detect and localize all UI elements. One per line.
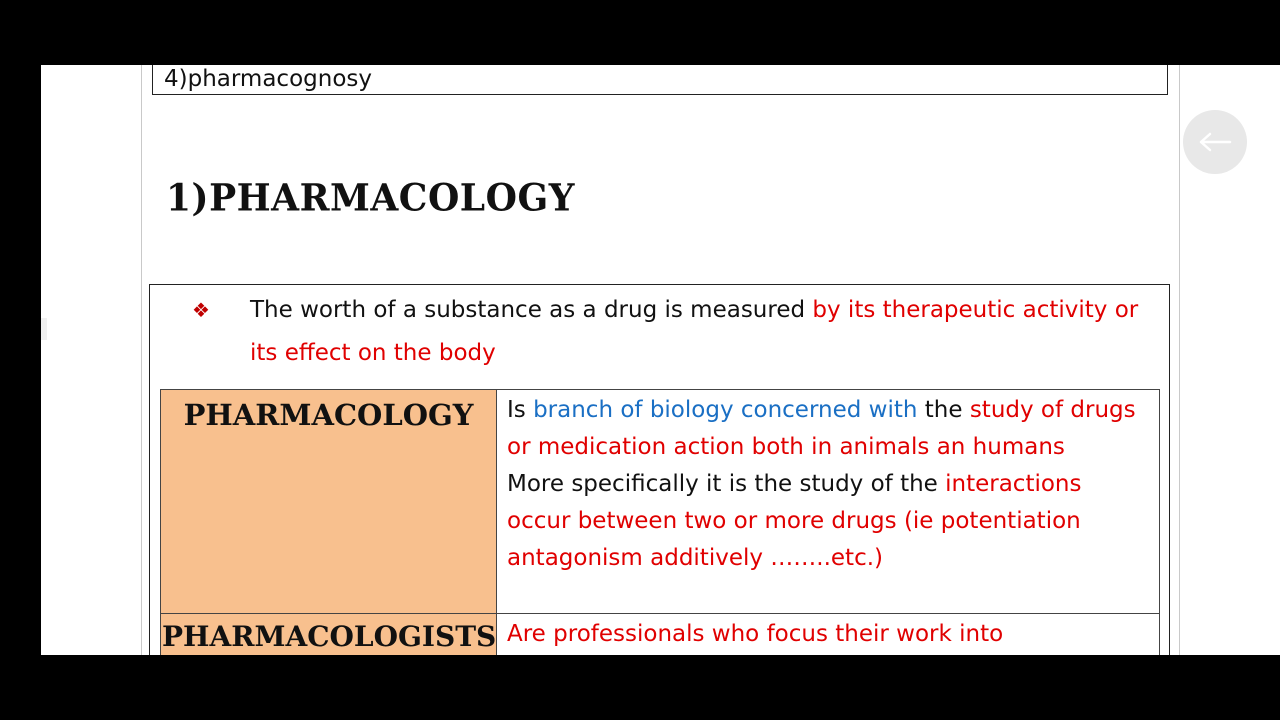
table-row bbox=[161, 390, 1160, 614]
definition-highlight-blue: branch of biology concerned with bbox=[533, 397, 918, 423]
section-heading: 1)PHARMACOLOGY bbox=[166, 175, 575, 221]
definition-highlight-red: study of drugs or medication action both in animals an humans bbox=[507, 397, 1136, 460]
back-button[interactable] bbox=[1183, 110, 1247, 174]
term-cell: PHARMACOLOGY bbox=[161, 390, 497, 614]
table-row bbox=[161, 614, 1160, 656]
content-box bbox=[149, 284, 1170, 655]
bullet-text-highlight: by its therapeutic activity or its effect on the body bbox=[250, 297, 1139, 366]
definition-paragraph: Is branch of biology concerned with the study of drugs or medication action both in animals an humans bbox=[507, 397, 1136, 460]
page-edge-marker bbox=[41, 318, 47, 340]
definition-paragraph: More specifically it is the study of the interactions occur between two or more drugs (ie potentiation antagonism additively ……..etc.) bbox=[507, 471, 1082, 571]
definition-cell bbox=[497, 390, 1160, 614]
bullet-text-plain: The worth of a substance as a drug is measured bbox=[250, 297, 813, 323]
previous-item-text: 4)pharmacognosy bbox=[164, 66, 372, 92]
document-viewer[interactable] bbox=[41, 65, 1280, 655]
arrow-left-icon bbox=[1198, 132, 1232, 152]
definition-cell: Are professionals who focus their work into bbox=[497, 614, 1160, 656]
definition-highlight-red: interactions occur between two or more drugs (ie potentiation antagonism additively ……..etc.) bbox=[507, 471, 1082, 571]
definition-table bbox=[160, 389, 1160, 655]
bullet-point bbox=[192, 289, 1152, 375]
term-cell: PHARMACOLOGISTS bbox=[161, 614, 497, 656]
diamond-bullet-icon: ❖ bbox=[192, 298, 210, 322]
bullet-text bbox=[250, 289, 1152, 375]
document-page bbox=[141, 65, 1180, 655]
previous-item-box bbox=[152, 65, 1168, 95]
